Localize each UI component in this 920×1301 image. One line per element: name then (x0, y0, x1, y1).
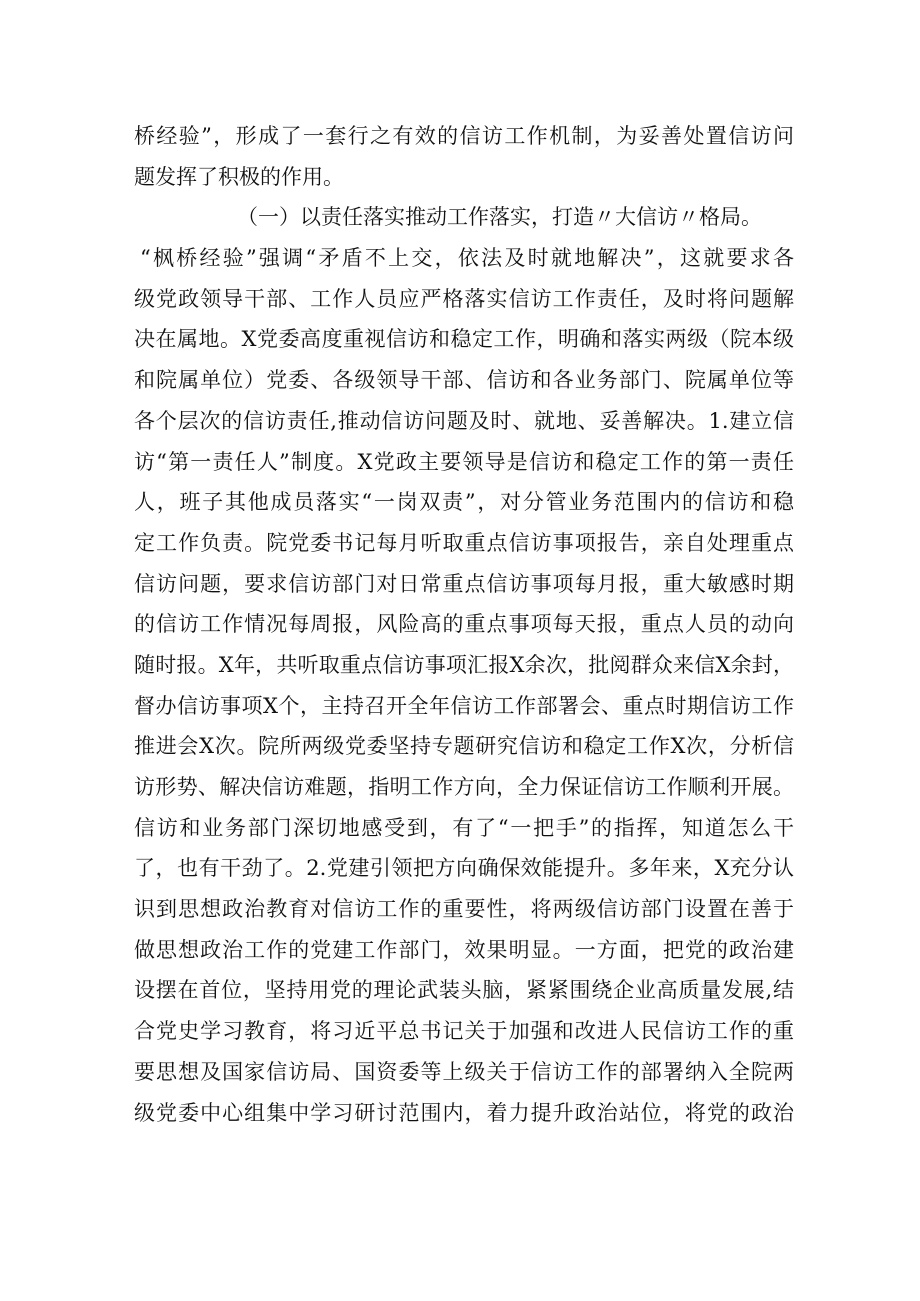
text-line-7: 和院属单位）党委、各级领导干部、信访和各业务部门、院属单位等 (134, 368, 794, 393)
text-line-11: 定工作负责。院党委书记每月听取重点信访事项报告，亲自处理重点 (134, 530, 794, 555)
text-line-1: 桥经验”，形成了一套行之有效的信访工作机制，为妥善处置信访问 (134, 124, 794, 148)
text-line-6: 决在属地。X党委高度重视信访和稳定工作，明确和落实两级（院本级 (134, 327, 794, 352)
text-line-16: 推进会X次。院所两级党委坚持专题研究信访和稳定工作X次，分析信 (134, 734, 794, 759)
text-line-13: 的信访工作情况每周报，风险高的重点事项每天报，重点人员的动向 (134, 612, 794, 637)
text-line-23: 合党史学习教育，将习近平总书记关于加强和改进人民信访工作的重 (134, 1019, 794, 1044)
text-line-21: 做思想政治工作的党建工作部门，效果明显。一方面，把党的政治建 (134, 937, 794, 962)
text-line-24: 要思想及国家信访局、国资委等上级关于信访工作的部署纳入全院两 (134, 1059, 794, 1084)
text-line-15: 督办信访事项X个，主持召开全年信访工作部署会、重点时期信访工作 (134, 693, 794, 718)
text-line-4: “枫桥经验”强调“矛盾不上交，依法及时就地解决”，这就要求各 (140, 246, 794, 271)
section-heading: （一）以责任落实推动工作落实，打造〃大信访〃格局。 (237, 205, 762, 230)
text-line-19: 了，也有干劲了。2.党建引领把方向确保效能提升。多年来，X充分认 (134, 856, 794, 881)
text-line-9: 访“第一责任人”制度。X党政主要领导是信访和稳定工作的第一责任 (134, 449, 794, 474)
text-line-17: 访形势、解决信访难题，指明工作方向，全力保证信访工作顺利开展。 (134, 775, 794, 799)
text-line-12: 信访问题，要求信访部门对日常重点信访事项每月报，重大敏感时期 (134, 571, 794, 596)
text-line-25: 级党委中心组集中学习研讨范围内，着力提升政治站位，将党的政治 (134, 1100, 794, 1125)
text-line-20: 识到思想政治教育对信访工作的重要性，将两级信访部门设置在善于 (134, 897, 794, 922)
text-line-18: 信访和业务部门深切地感受到，有了“一把手”的指挥，知道怎么干 (134, 815, 794, 840)
text-line-22: 设摆在首位，坚持用党的理论武装头脑，紧紧围绕企业高质量发展,结 (134, 978, 794, 1003)
text-line-5: 级党政领导干部、工作人员应严格落实信访工作责任，及时将问题解 (134, 286, 794, 311)
text-line-2: 题发挥了积极的作用。 (134, 164, 344, 189)
text-line-14: 随时报。X年，共听取重点信访事项汇报X余次，批阅群众来信X余封， (134, 652, 794, 677)
body-text (134, 116, 794, 1133)
text-line-10: 人，班子其他成员落实“一岗双责”，对分管业务范围内的信访和稳 (134, 490, 794, 515)
text-line-8: 各个层次的信访责任,推动信访问题及时、就地、妥善解决。1.建立信 (134, 408, 794, 433)
